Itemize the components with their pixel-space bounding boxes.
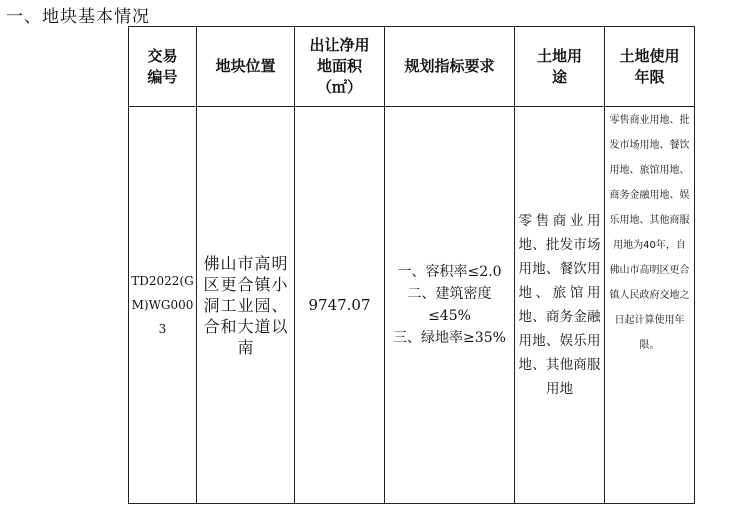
header-use-term: 土地使用年限 <box>605 27 695 107</box>
header-area: 出让净用地面积（㎡） <box>295 27 385 107</box>
cell-land-use: 零售商业用地、批发市场用地、餐饮用地、旅馆用地、商务金融用地、娱乐用地、其他商服用地 <box>515 107 605 504</box>
planning-far: 一、容积率≤2.0 <box>397 264 502 280</box>
header-land-use: 土地用途 <box>515 27 605 107</box>
cell-planning <box>385 107 515 504</box>
table-header-row <box>129 27 695 107</box>
table-row <box>129 107 695 504</box>
planning-green-ratio: 三、绿地率≥35% <box>393 330 506 346</box>
header-planning: 规划指标要求 <box>385 27 515 107</box>
cell-transaction-code: TD2022(GM)WG0003 <box>129 107 197 504</box>
cell-area: 9747.07 <box>295 107 385 504</box>
cell-use-term: 零售商业用地、批发市场用地、餐饮用地、旅馆用地、商务金融用地、娱乐用地、其他商服用地为40年，自佛山市高明区更合镇人民政府交地之日起计算使用年限。 <box>605 107 695 504</box>
header-location: 地块位置 <box>197 27 295 107</box>
section-heading: 一、地块基本情况 <box>6 7 150 27</box>
cell-location: 佛山市高明区更合镇小洞工业园、合和大道以南 <box>197 107 295 504</box>
header-transaction-code: 交易编号 <box>129 27 197 107</box>
land-info-table <box>128 26 695 504</box>
planning-density: 二、建筑密度≤45% <box>407 286 492 324</box>
